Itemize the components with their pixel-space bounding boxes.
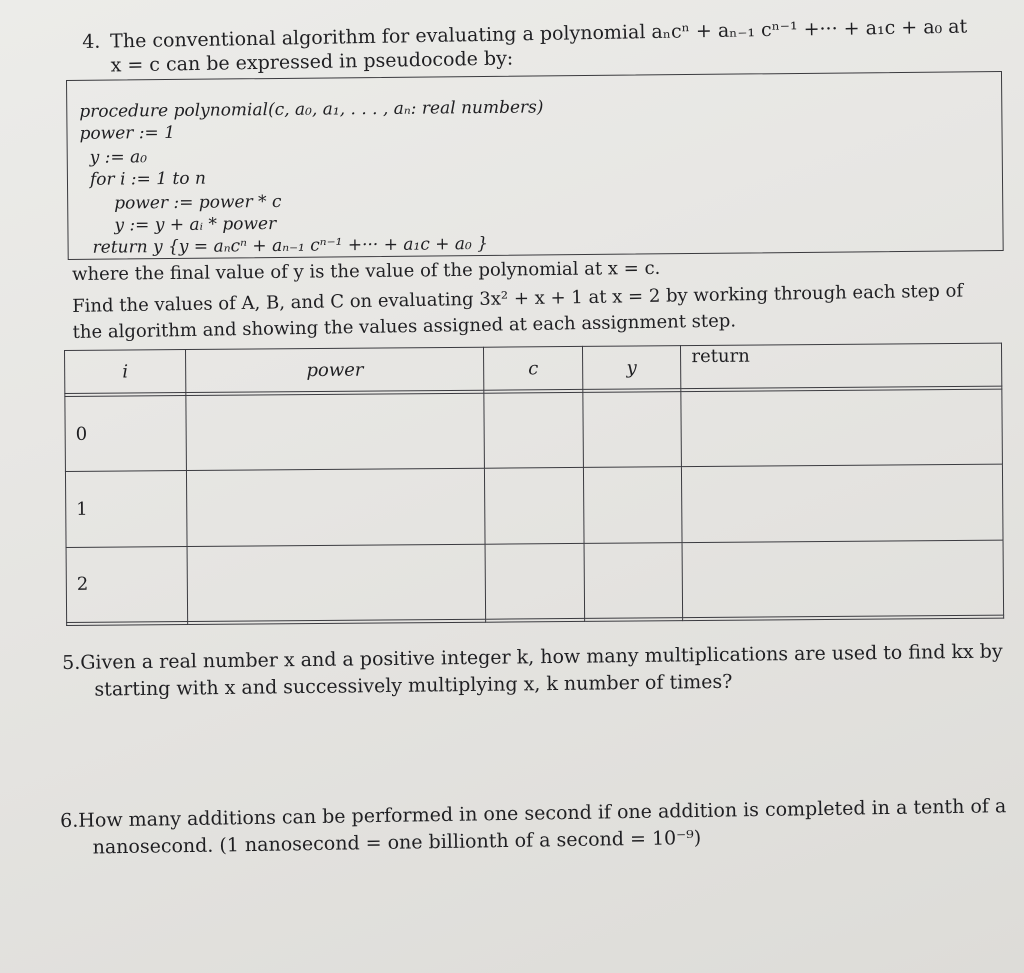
question-number: 4.: [82, 30, 101, 53]
question-4: [82, 15, 968, 78]
table-cell[interactable]: [584, 542, 683, 618]
code-line-power-init: power := 1: [79, 122, 176, 144]
table-cell[interactable]: [484, 393, 583, 469]
table-cell[interactable]: [486, 618, 584, 622]
table-cell[interactable]: [682, 465, 1003, 543]
table-header-row: [65, 343, 1002, 393]
header-power: power: [186, 347, 485, 392]
table-cell[interactable]: [485, 468, 584, 544]
code-line-power-update: power := power * c: [114, 191, 282, 214]
table-cell[interactable]: [682, 540, 1003, 618]
header-y: y: [582, 346, 681, 390]
table-cell[interactable]: [681, 390, 1002, 468]
question-5: [62, 639, 1003, 704]
table-cell[interactable]: [187, 544, 486, 621]
trace-table: [64, 343, 1004, 626]
table-cell[interactable]: [187, 469, 486, 546]
question-number: 5.: [62, 651, 81, 674]
code-line-y-init: y := a₀: [89, 147, 148, 168]
header-return: return: [681, 343, 1002, 389]
question-4-line-1: 4. The conventional algorithm for evaluating a polynomial aₙcⁿ + aₙ₋₁ cⁿ⁻¹ +··· + a₁c + a₀ at: [82, 15, 968, 53]
find-instruction: [72, 278, 964, 346]
where-statement: where the final value of y is the value of the polynomial at x = c.: [72, 257, 661, 285]
header-c: c: [484, 346, 583, 390]
find-line-2: the algorithm and showing the values assigned at each assignment step.: [72, 310, 737, 343]
code-line-procedure: procedure polynomial(c, a₀, a₁, . . . , aₙ: real numbers): [79, 97, 544, 122]
question-6-line-2: nanosecond. (1 nanosecond = one billionth of a second = 10⁻⁹): [92, 826, 702, 859]
question-number: 6.: [60, 809, 79, 832]
question-6: [60, 793, 1007, 862]
code-line-for: for i := 1 to n: [89, 168, 206, 190]
table-cell[interactable]: [186, 394, 485, 471]
table-cell[interactable]: [67, 621, 188, 625]
table-cell[interactable]: [583, 392, 682, 468]
table-cell[interactable]: [485, 543, 584, 619]
code-line-y-update: y := y + aᵢ * power: [114, 213, 277, 236]
question-5-line-2: starting with x and successively multiplying x, k number of times?: [94, 670, 733, 701]
find-line-1: Find the values of A, B, and C on evaluating 3x² + x + 1 at x = 2 by working through each step of: [72, 280, 964, 317]
header-i: i: [65, 350, 186, 394]
question-4-line-2: x = c can be expressed in pseudocode by:: [110, 47, 514, 77]
table-row: [66, 540, 1004, 622]
pseudocode-box: [66, 71, 1004, 260]
question-6-line-1: 6.How many additions can be performed in one second if one addition is completed in a tenth of a: [60, 795, 1007, 832]
row-label: 0: [65, 396, 187, 472]
question-5-line-1: 5.Given a real number x and a positive integer k, how many multiplications are used to find kx by: [62, 640, 1003, 674]
row-label: 2: [66, 546, 188, 622]
table-row: [65, 390, 1003, 472]
row-label: 1: [65, 471, 187, 547]
table-cell[interactable]: [583, 467, 682, 543]
code-line-return: return y {y = aₙcⁿ + aₙ₋₁ cⁿ⁻¹ +··· + a₁c + a₀ }: [92, 233, 489, 258]
table-cell[interactable]: [584, 617, 683, 621]
table-row: [65, 465, 1003, 547]
